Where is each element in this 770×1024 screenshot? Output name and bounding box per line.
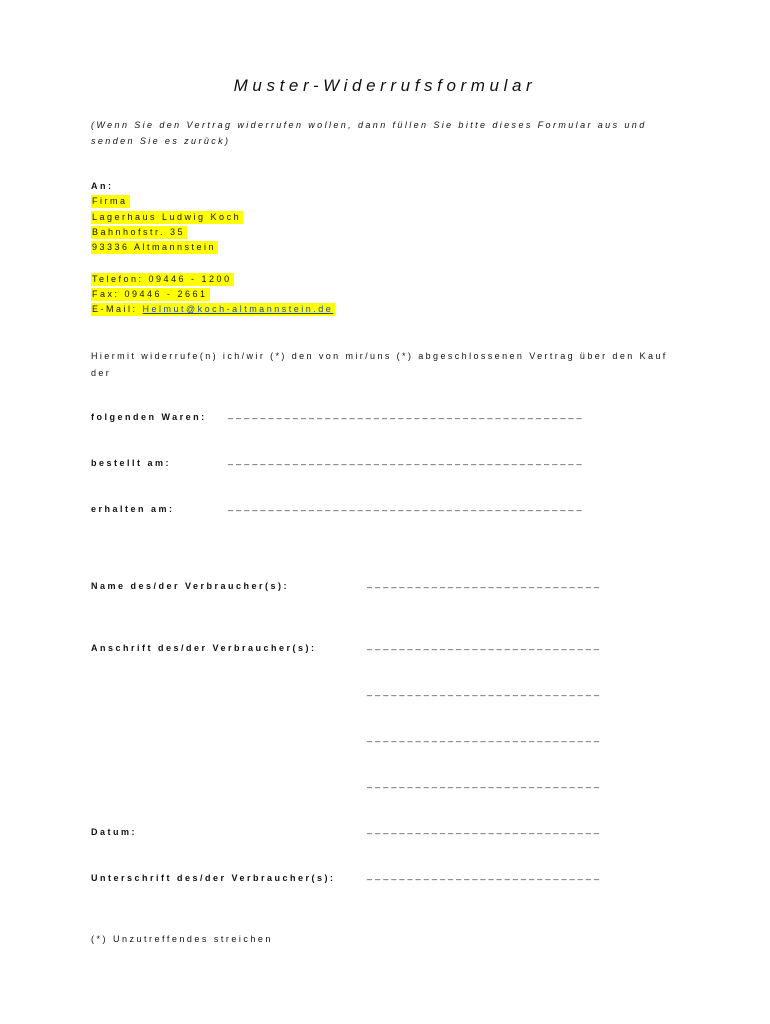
ordered-date-input-line[interactable]: ____________________________________________ bbox=[228, 455, 585, 465]
consumer-address-input-line-2[interactable]: _____________________________ bbox=[367, 686, 603, 696]
consumer-address-label: Anschrift des/der Verbraucher(s): bbox=[91, 643, 317, 653]
withdrawal-statement: Hiermit widerrufe(n) ich/wir (*) den von mir/uns (*) abgeschlossenen Vertrag über den Kauf der bbox=[91, 351, 668, 378]
goods-input-line[interactable]: ____________________________________________ bbox=[228, 409, 585, 419]
recipient-line-city: 93336 Altmannstein bbox=[92, 242, 217, 252]
ordered-date-label: bestellt am: bbox=[91, 458, 172, 468]
consumer-address-input-line-4[interactable]: _____________________________ bbox=[367, 778, 603, 788]
recipient-line-name: Lagerhaus Ludwig Koch bbox=[92, 212, 242, 222]
recipient-line-street: Bahnhofstr. 35 bbox=[92, 227, 186, 237]
received-date-input-line[interactable]: ____________________________________________ bbox=[228, 501, 585, 511]
goods-label: folgenden Waren: bbox=[91, 412, 207, 422]
recipient-fax: Fax: 09446 - 2661 bbox=[92, 289, 208, 299]
email-link[interactable]: Helmut@koch-altmannstein.de bbox=[142, 304, 334, 314]
consumer-address-input-line-3[interactable]: _____________________________ bbox=[367, 732, 603, 742]
recipient-line-company: Firma bbox=[92, 196, 128, 206]
date-input-line[interactable]: _____________________________ bbox=[367, 824, 603, 834]
recipient-email-row bbox=[91, 304, 335, 314]
recipient-label: An: bbox=[91, 181, 114, 191]
date-label: Datum: bbox=[91, 827, 137, 837]
email-label: E-Mail: bbox=[92, 304, 138, 314]
consumer-name-input-line[interactable]: _____________________________ bbox=[367, 578, 603, 588]
consumer-address-input-line-1[interactable]: _____________________________ bbox=[367, 640, 603, 650]
intro-text: (Wenn Sie den Vertrag widerrufen wollen, dann füllen Sie bitte dieses Formular aus und senden Sie es zurück) bbox=[91, 120, 647, 146]
consumer-name-label: Name des/der Verbraucher(s): bbox=[91, 581, 290, 591]
recipient-phone: Telefon: 09446 - 1200 bbox=[92, 274, 232, 284]
received-date-label: erhalten am: bbox=[91, 504, 175, 514]
footnote: (*) Unzutreffendes streichen bbox=[91, 934, 273, 944]
signature-input-line[interactable]: _____________________________ bbox=[367, 870, 603, 880]
form-title: Muster-Widerrufsformular bbox=[233, 76, 537, 95]
signature-label: Unterschrift des/der Verbraucher(s): bbox=[91, 873, 336, 883]
